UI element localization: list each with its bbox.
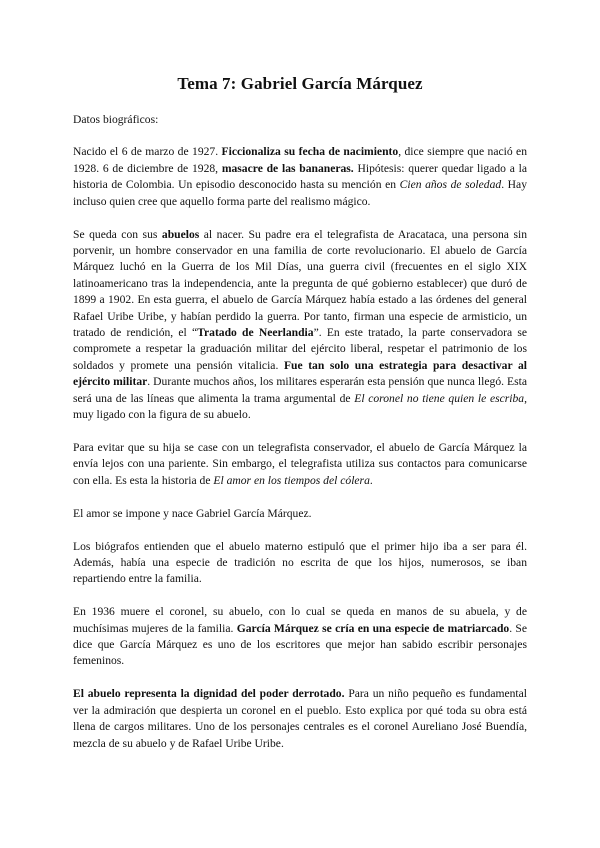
text-run: . Hay incluso quien cree que aquello forma parte del realismo mágico.	[73, 178, 527, 208]
text-run: . Se dice que García Márquez es uno de los escritores que mejor han sabido escribir personajes femeninos.	[73, 621, 528, 668]
paragraph-love: El amor se impone y nace Gabriel García Márquez.	[73, 506, 312, 520]
document-body	[73, 112, 527, 769]
book-title: El coronel no tiene quien le escriba	[354, 391, 525, 405]
bold-run: García Márquez se cría en una especie de matriarcado	[236, 621, 510, 635]
text-run: Para un niño pequeño es fundamental ver la admiración que despierta un coronel en el pueblo. Esto explica por qué toda su obra está llena de cargos militares. Uno de los personajes centrales es el coronel Aureliano José Buendía, mezcla de su abuelo y de Rafael Uribe Uribe.	[73, 687, 528, 750]
bold-run: Fue tan solo una estrategia para desactivar al ejército militar	[73, 358, 527, 389]
book-title: Cien años de soledad	[399, 178, 502, 192]
section-heading: Datos biográficos:	[73, 113, 159, 126]
text-run: Para evitar que su hija se case con un telegrafista conservador, el abuelo de García Márquez la envía lejos con una pariente. Sin embargo, el telegrafista utiliza sus contactos para comunicarse con ella. Es esta la historia de	[73, 440, 527, 487]
text-run: . Durante muchos años, los militares esperarán esta pensión que nunca llegó. Esta será una de las líneas que alimenta la trama argumental de	[73, 375, 527, 405]
bold-run: Tratado de Neerlandia	[197, 325, 314, 339]
paragraph-dignity	[73, 686, 527, 752]
text-run: al nacer. Su padre era el telegrafista de Aracataca, una persona sin porvenir, un hombre conservador en una familia de corte revolucionario. El abuelo de García Márquez luchó en la Guerra de los Mil Días, una guerra civil (frecuentes en el siglo XIX latinoamericano tras la independencia, ante la pregunta de qué gobierno establecer) que duró de 1899 a 1902. En esta guerra, el abuelo de García Márquez había estado a las órdenes del general Rafael Uribe Uribe, y habían perdido la guerra. Por tanto, firman una especie de armisticio, un tratado de rendición, el “	[73, 227, 527, 339]
bold-run: El abuelo representa la dignidad del poder derrotado.	[73, 687, 345, 701]
book-title: El amor en los tiempos del cólera	[213, 473, 370, 487]
bold-run: abuelos	[161, 227, 200, 241]
paragraph-grandparents	[73, 227, 527, 424]
paragraph-biographers: Los biógrafos entienden que el abuelo materno estipuló que el primer hijo iba a ser para él. Además, había una especie de tradición no escrita de que los hijos, numerosos, se iban repartiendo entre la familia.	[73, 539, 527, 586]
page-title: Tema 7: Gabriel García Márquez	[177, 74, 423, 93]
paragraph-matriarchy	[73, 604, 527, 670]
text-run: En 1936 muere el coronel, su abuelo, con lo cual se queda en manos de su abuela, y de muchísimas mujeres de la familia.	[73, 605, 527, 635]
bold-run: Ficcionaliza su fecha de nacimiento	[221, 145, 399, 159]
text-run: Hipótesis: querer quedar ligado a la historia de Colombia. Un episodio desconocido hasta su mención en	[73, 161, 528, 192]
bold-run: masacre de las bananeras.	[221, 161, 354, 175]
paragraph-birth	[73, 144, 527, 210]
paragraph-parents	[73, 440, 527, 489]
text-run: Nacido el 6 de marzo de 1927.	[73, 145, 222, 159]
text-run: ”. En este tratado, la parte conservadora se compromete a respetar la graduación militar del ejército liberal, respetar el patrimonio de los soldados y promete una pensión vitalicia.	[73, 325, 527, 372]
text-run: , dice siempre que nació en 1928. 6 de diciembre de 1928,	[73, 145, 527, 175]
text-run: Se queda con sus	[73, 227, 162, 241]
text-run: .	[369, 473, 373, 487]
text-run: , muy ligado con la figura de su abuelo.	[73, 391, 527, 421]
